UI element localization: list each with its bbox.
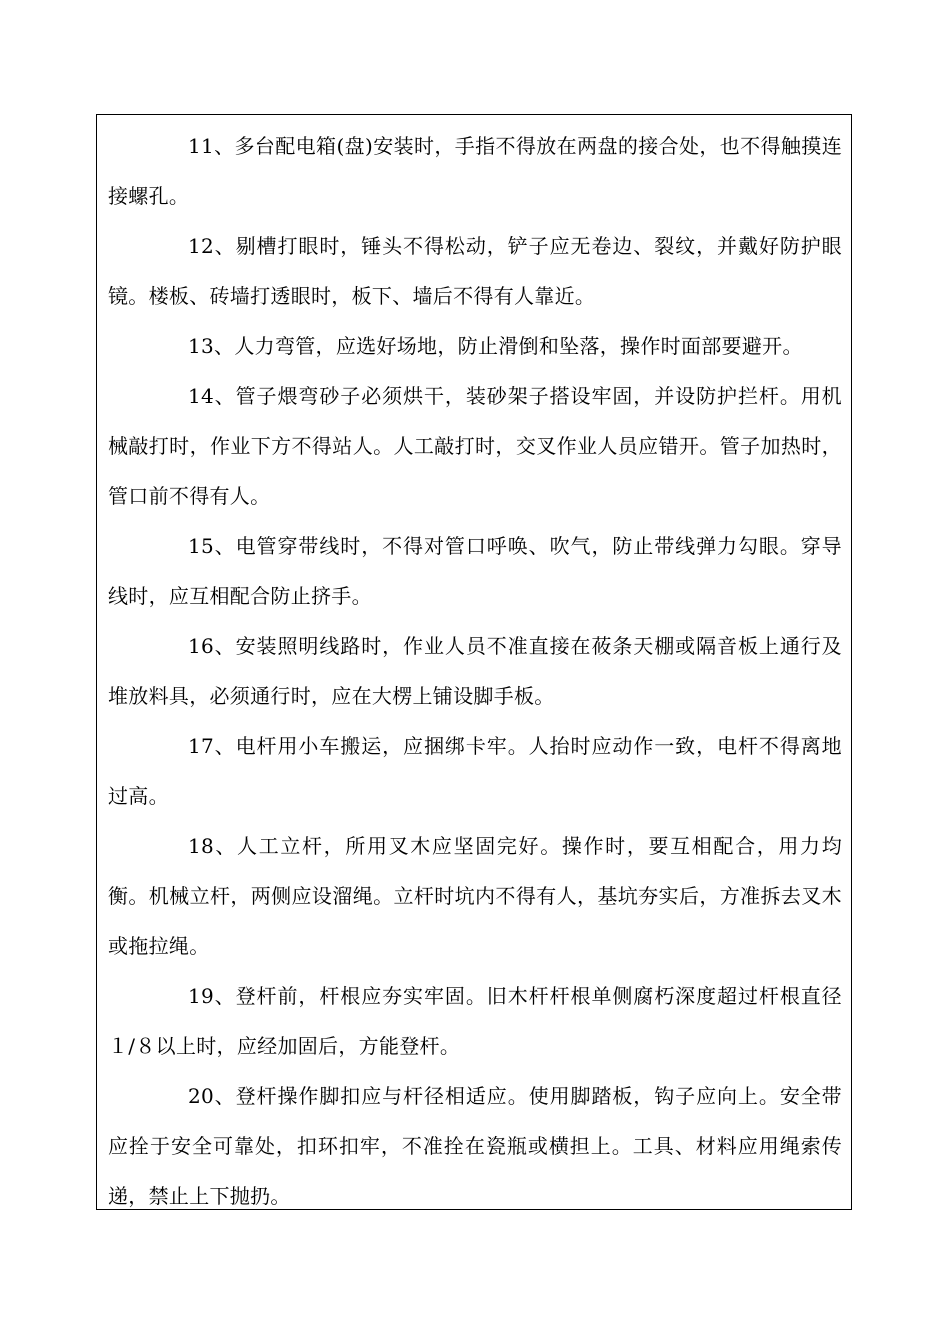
rule-paragraph-19: 19、登杆前，杆根应夯实牢固。旧木杆杆根单侧腐朽深度超过杆根直径１/８以上时，应经加固后，方能登杆。 — [108, 984, 842, 1058]
rule-paragraph-20: 20、登杆操作脚扣应与杆径相适应。使用脚踏板，钩子应向上。安全带应拴于安全可靠处，扣环扣牢，不准拴在瓷瓶或横担上。工具、材料应用绳索传递，禁止上下抛扔。 — [108, 1084, 842, 1208]
rule-paragraph-18: 18、人工立杆，所用叉木应坚固完好。操作时，要互相配合，用力均衡。机械立杆，两侧应设溜绳。立杆时坑内不得有人，基坑夯实后，方准拆去叉木或拖拉绳。 — [108, 834, 842, 958]
document-body — [108, 121, 842, 1221]
rule-paragraph-11: 11、多台配电箱(盘)安装时，手指不得放在两盘的接合处，也不得触摸连接螺孔。 — [108, 134, 842, 208]
document-frame — [96, 114, 852, 1210]
rule-paragraph-14: 14、管子煨弯砂子必须烘干，装砂架子搭设牢固，并设防护拦杆。用机械敲打时，作业下方不得站人。人工敲打时，交叉作业人员应错开。管子加热时，管口前不得有人。 — [108, 384, 842, 508]
rule-paragraph-15: 15、电管穿带线时，不得对管口呼唤、吹气，防止带线弹力勾眼。穿导线时，应互相配合防止挤手。 — [108, 534, 842, 608]
rule-paragraph-13: 13、人力弯管，应选好场地，防止滑倒和坠落，操作时面部要避开。 — [188, 334, 803, 358]
rule-paragraph-17: 17、电杆用小车搬运，应捆绑卡牢。人抬时应动作一致，电杆不得离地过高。 — [108, 734, 842, 808]
rule-paragraph-16: 16、安装照明线路时，作业人员不准直接在莜条天棚或隔音板上通行及堆放料具，必须通行时，应在大楞上铺设脚手板。 — [108, 634, 842, 708]
rule-paragraph-12: 12、剔槽打眼时，锤头不得松动，铲子应无卷边、裂纹，并戴好防护眼镜。楼板、砖墙打透眼时，板下、墙后不得有人靠近。 — [108, 234, 842, 308]
